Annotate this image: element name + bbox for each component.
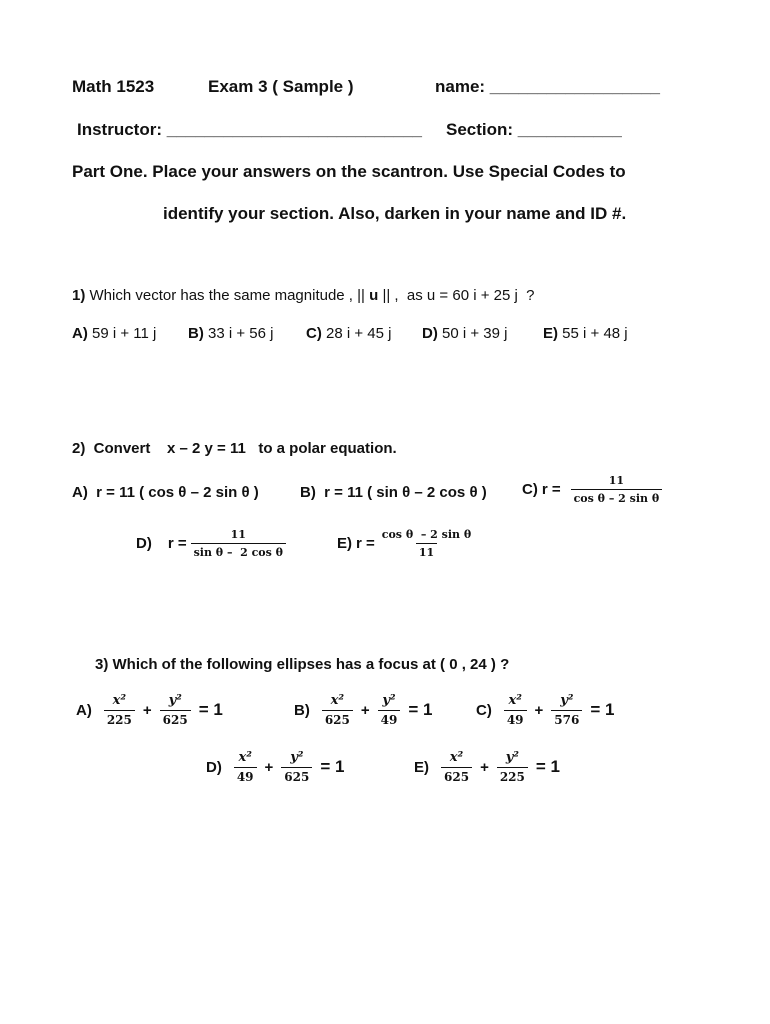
choice-text: 55 i + 48 j	[562, 325, 628, 342]
x-fraction	[441, 750, 472, 784]
numerator: x²	[508, 693, 522, 708]
fraction	[191, 528, 286, 559]
equals-one: = 1	[408, 700, 433, 719]
denominator: 225	[497, 767, 528, 784]
denominator: 625	[322, 710, 353, 727]
denominator: 49	[234, 767, 257, 784]
choice-text: r = 11 ( cos θ – 2 sin θ )	[96, 484, 259, 501]
x-fraction	[104, 693, 135, 727]
q1-choice-d	[422, 325, 507, 342]
denominator: 225	[104, 710, 135, 727]
numerator: x²	[449, 750, 464, 765]
x-fraction	[504, 693, 527, 727]
choice-label: D)	[206, 758, 222, 776]
choice-label: E)	[543, 325, 558, 342]
vector-expression: u = 60 i + 25 j	[426, 287, 518, 304]
equals-one: = 1	[320, 757, 345, 776]
plus-sign: +	[142, 701, 152, 719]
q1-choice-a	[72, 325, 156, 342]
choice-label: D)	[136, 535, 152, 552]
numerator: x²	[112, 693, 127, 708]
denominator: 576	[551, 710, 582, 727]
choice-label: C)	[306, 325, 322, 342]
question-text: ?	[517, 287, 535, 304]
denominator: 625	[160, 710, 191, 727]
numerator: y²	[382, 693, 396, 708]
numerator: y²	[505, 750, 519, 765]
vector-u: u	[369, 287, 379, 304]
part-one-instructions: Part One. Place your answers on the scantron. Use Special Codes to	[72, 162, 626, 181]
choice-text: 28 i + 45 j	[326, 325, 392, 342]
numerator: x²	[238, 750, 252, 765]
question-3: 3) Which of the following ellipses has a focus at ( 0 , 24 ) ?	[95, 656, 510, 673]
choice-text: 33 i + 56 j	[208, 325, 274, 342]
choice-label: E)	[414, 758, 429, 776]
q3-choice-b	[294, 693, 432, 727]
q2-choice-c	[522, 474, 662, 505]
equals-one: = 1	[198, 700, 223, 719]
choice-label: C)	[476, 701, 492, 719]
question-number: 1)	[72, 287, 86, 304]
section-field-label: Section: ___________	[446, 120, 622, 139]
course-title: Math 1523	[72, 77, 155, 96]
choice-label: B)	[188, 325, 204, 342]
question-text: Which vector has the same magnitude , ||	[89, 287, 370, 304]
q2-choice-e	[337, 528, 474, 559]
fraction	[571, 474, 663, 505]
denominator: sin θ – 2 cos θ	[191, 543, 286, 559]
choice-label: E)	[337, 535, 352, 552]
plus-sign: +	[360, 701, 370, 719]
choice-text: r = 11 ( sin θ – 2 cos θ )	[324, 484, 487, 501]
numerator: y²	[168, 693, 182, 708]
q1-choice-c	[306, 325, 391, 342]
choice-text: 50 i + 39 j	[442, 325, 508, 342]
instructor-field-label: Instructor: ___________________________	[77, 120, 422, 139]
choice-label: C)	[522, 481, 538, 498]
q3-choice-a	[76, 693, 223, 727]
exam-title: Exam 3 ( Sample )	[208, 77, 354, 96]
part-one-instructions-cont: identify your section. Also, darken in your name and ID #.	[163, 204, 627, 223]
numerator: cos θ – 2 sin θ	[381, 528, 472, 541]
choice-label: D)	[422, 325, 438, 342]
plus-sign: +	[534, 701, 544, 719]
plus-sign: +	[480, 758, 489, 776]
name-field-label: name: __________________	[435, 77, 660, 96]
q3-choice-d	[206, 750, 344, 784]
q2-choice-d	[136, 528, 286, 559]
x-fraction	[322, 693, 353, 727]
denominator: 49	[378, 710, 401, 727]
question-2: 2) Convert x – 2 y = 11 to a polar equation.	[72, 440, 397, 457]
choice-label: B)	[294, 701, 310, 719]
numerator: y²	[290, 750, 304, 765]
q1-choice-e	[543, 325, 628, 342]
q3-choice-e	[414, 750, 560, 784]
y-fraction	[378, 693, 401, 727]
denominator: 625	[281, 767, 312, 784]
question-1	[72, 287, 535, 304]
choice-label: A)	[72, 325, 88, 342]
denominator: 11	[416, 543, 437, 559]
choice-text: 59 i + 11 j	[92, 325, 157, 342]
numerator: x²	[330, 693, 345, 708]
y-fraction	[551, 693, 582, 727]
choice-lhs: r =	[167, 535, 187, 552]
equals-one: = 1	[590, 700, 615, 719]
q3-choice-c	[476, 693, 614, 727]
choice-lhs: r =	[356, 535, 375, 552]
numerator: 11	[230, 528, 246, 541]
denominator: 625	[441, 767, 472, 784]
plus-sign: +	[264, 758, 274, 776]
denominator: 49	[504, 710, 527, 727]
x-fraction	[234, 750, 257, 784]
q2-choice-a	[72, 484, 259, 501]
numerator: y²	[560, 693, 574, 708]
y-fraction	[497, 750, 528, 784]
fraction	[379, 528, 474, 559]
choice-label: A)	[72, 484, 88, 501]
q1-choice-b	[188, 325, 273, 342]
numerator: 11	[608, 474, 625, 487]
y-fraction	[160, 693, 191, 727]
choice-label: A)	[76, 701, 92, 719]
y-fraction	[281, 750, 312, 784]
question-text: || , as	[378, 287, 427, 304]
denominator: cos θ – 2 sin θ	[571, 489, 663, 505]
equals-one: = 1	[535, 757, 560, 776]
choice-label: B)	[300, 484, 316, 501]
choice-lhs: r =	[541, 481, 561, 498]
q2-choice-b	[300, 484, 487, 501]
